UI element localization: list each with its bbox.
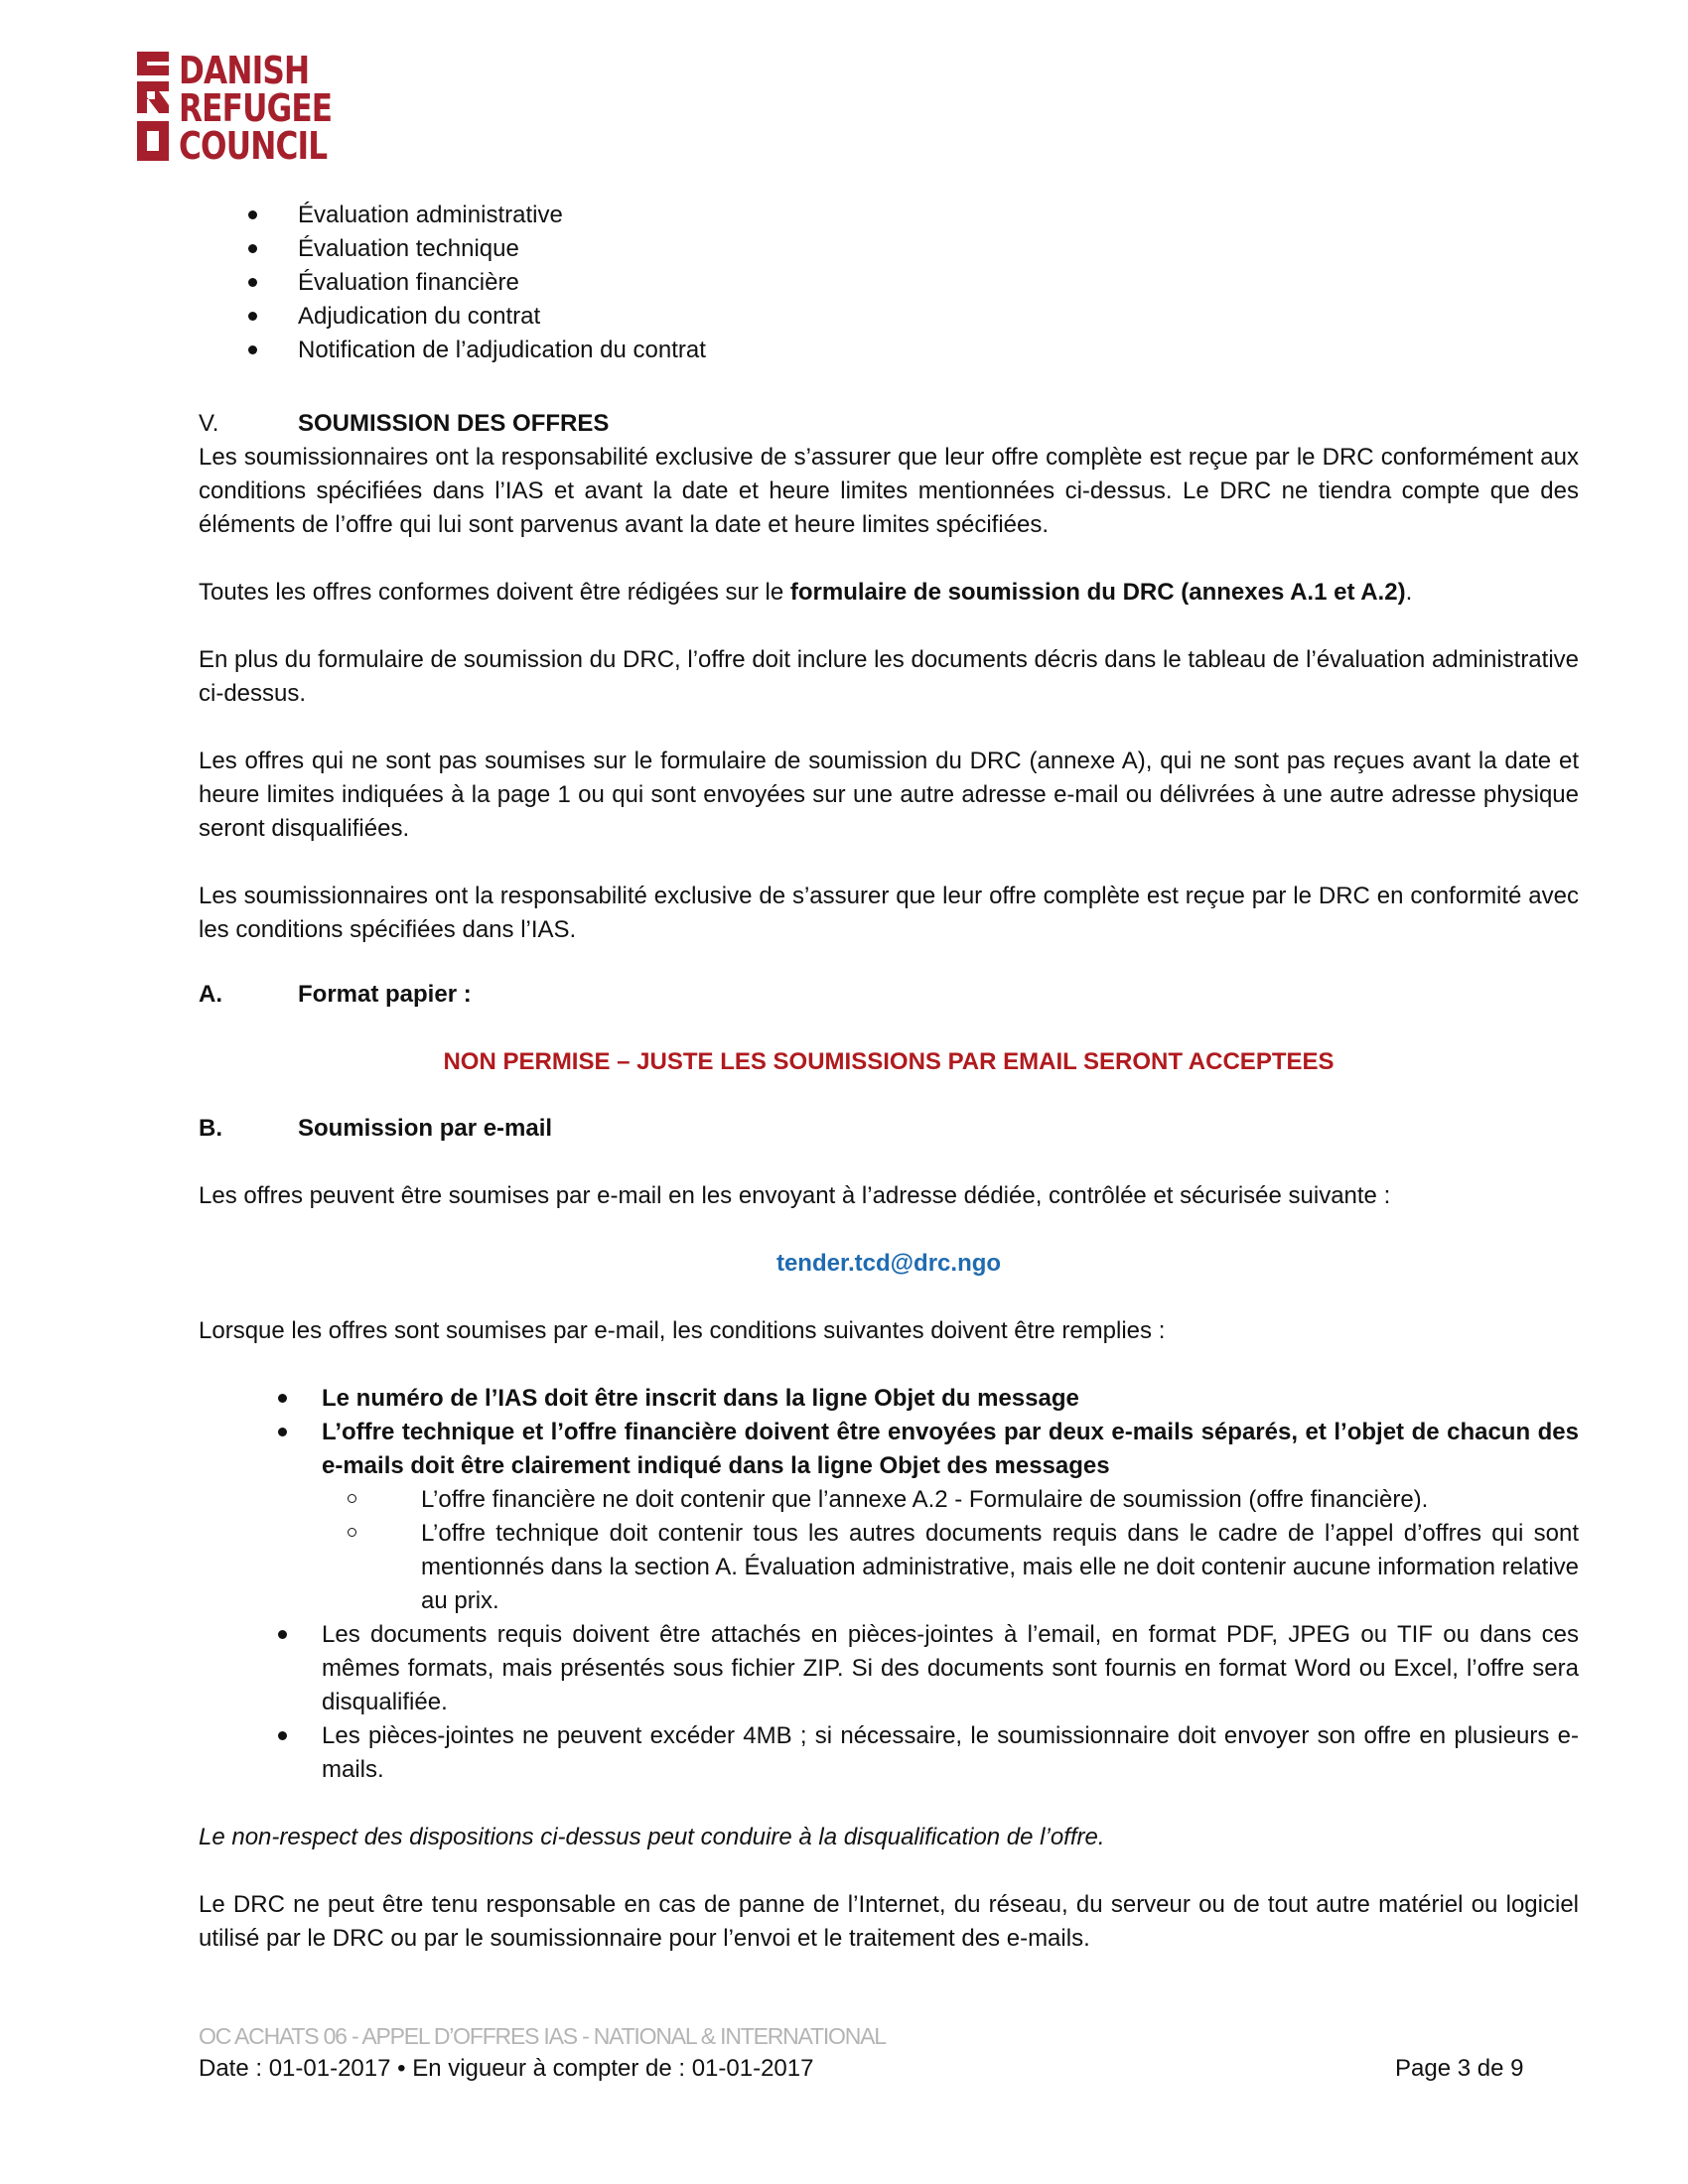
email-condition: L’offre technique et l’offre financière doivent être envoyées par deux e-mails séparés, et l’objet de chacun des e-mails doit être clairement indiqué dans la ligne Objet des messages L’offre financière ne doit contenir que l’annexe A.2 - Formulaire de soumission (offre financière). L’offre technique doit contenir tous les autres documents requis dans le cadre de l’appel d’offres qui sont mentionnés dans la section A. Évaluation administrative, mais elle ne doit contenir aucune information relative au prix. (199, 1416, 1579, 1618)
section-v-paragraph-2: Toutes les offres conformes doivent être rédigées sur le formulaire de soumission du DRC (annexes A.1 et A.2). (199, 579, 1413, 606)
section-a-title: Format papier : (298, 981, 472, 1008)
email-condition: Les documents requis doivent être attachés en pièces-jointes à l’email, en format PDF, JPEG ou TIF ou dans ces mêmes formats, mais présentés sous fichier ZIP. Si des documents sont fournis en format Word ou Excel, l’offre sera disqualifiée. (199, 1618, 1579, 1719)
section-v-paragraph-1: Les soumissionnaires ont la responsabilité exclusive de s’assurer que leur offre complète est reçue par le DRC conformément aux conditions spécifiées dans l’IAS et avant la date et heure limites mentionnées ci-dessus. Le DRC ne tiendra compte que des éléments de l’offre qui lui sont parvenus avant la date et heure limites spécifiées. (199, 444, 1579, 538)
disqualification-warning: Le non-respect des dispositions ci-dessus peut conduire à la disqualification de l’offre. (199, 1824, 1105, 1850)
section-v-paragraph-3: En plus du formulaire de soumission du DRC, l’offre doit inclure les documents décris dans le tableau de l’évaluation administrative ci-dessus. (199, 646, 1579, 707)
section-b-number: B. (199, 1115, 222, 1142)
drc-logo-words (179, 49, 348, 168)
section-b-heading (199, 1112, 1579, 1146)
drc-logo (131, 50, 340, 167)
footer-document-reference: OC ACHATS 06 - APPEL D’OFFRES IAS - NATIONAL & INTERNATIONAL (199, 2023, 886, 2049)
email-sub-condition: L’offre financière ne doit contenir que l’annexe A.2 - Formulaire de soumission (offre financière). (322, 1483, 1579, 1517)
section-b-intro: Les offres peuvent être soumises par e-mail en les envoyant à l’adresse dédiée, contrôlée et sécurisée suivante : (199, 1182, 1391, 1209)
logo-word-danish: DANISH (179, 49, 310, 92)
section-a-number: A. (199, 981, 222, 1008)
section-v (199, 407, 1579, 947)
email-sub-conditions (322, 1483, 1579, 1618)
section-v-paragraph-5: Les soumissionnaires ont la responsabilité exclusive de s’assurer que leur offre complète est reçue par le DRC en conformité avec les conditions spécifiées dans l’IAS. (199, 883, 1579, 943)
email-sub-condition: L’offre technique doit contenir tous les autres documents requis dans le cadre de l’appel d’offres qui sont mentionnés dans la section A. Évaluation administrative, mais elle ne doit contenir aucune information relative au prix. (322, 1517, 1579, 1618)
email-conditions-list (199, 1382, 1579, 1787)
logo-word-refugee: REFUGEE (179, 86, 333, 130)
section-b (199, 1112, 1579, 1956)
eval-step: Évaluation administrative (199, 199, 1579, 232)
tender-email-address[interactable]: tender.tcd@drc.ngo (775, 1250, 1002, 1277)
paper-not-allowed-note: NON PERMISE – JUSTE LES SOUMISSIONS PAR EMAIL SERONT ACCEPTEES (443, 1048, 1335, 1075)
section-a-heading (199, 978, 1579, 1012)
section-b-title: Soumission par e-mail (298, 1115, 553, 1142)
footer-page-number: Page 3 de 9 (1395, 2055, 1524, 2082)
email-conditions-intro: Lorsque les offres sont soumises par e-mail, les conditions suivantes doivent être remplies : (199, 1317, 1166, 1344)
email-condition: Les pièces-jointes ne peuvent excéder 4MB ; si nécessaire, le soumissionnaire doit envoyer son offre en plusieurs e-mails. (199, 1719, 1579, 1787)
eval-step: Adjudication du contrat (199, 300, 1579, 334)
footer-date-line: Date : 01-01-2017 • En vigueur à compter de : 01-01-2017 (199, 2055, 814, 2082)
drc-logo-mark (131, 50, 175, 167)
eval-step: Évaluation technique (199, 232, 1579, 266)
evaluation-steps (199, 199, 1579, 367)
email-condition: Le numéro de l’IAS doit être inscrit dans la ligne Objet du message (199, 1382, 1579, 1416)
logo-word-council: COUNCIL (179, 124, 328, 168)
section-a (199, 978, 1579, 1079)
eval-step: Évaluation financière (199, 266, 1579, 300)
liability-disclaimer: Le DRC ne peut être tenu responsable en cas de panne de l’Internet, du réseau, du serveur ou de tout autre matériel ou logiciel utilisé par le DRC ou par le soumissionnaire pour l’envoi et le traitement des e-mails. (199, 1891, 1579, 1952)
section-v-heading (199, 407, 1579, 441)
eval-step: Notification de l’adjudication du contrat (199, 334, 1579, 367)
section-v-number: V. (199, 410, 219, 437)
section-v-paragraph-4: Les offres qui ne sont pas soumises sur le formulaire de soumission du DRC (annexe A), qui ne sont pas reçues avant la date et heure limites indiquées à la page 1 ou qui sont envoyées sur une autre adresse e-mail ou délivrées à une autre adresse physique seront disqualifiées. (199, 748, 1579, 842)
section-v-title: SOUMISSION DES OFFRES (298, 410, 610, 437)
